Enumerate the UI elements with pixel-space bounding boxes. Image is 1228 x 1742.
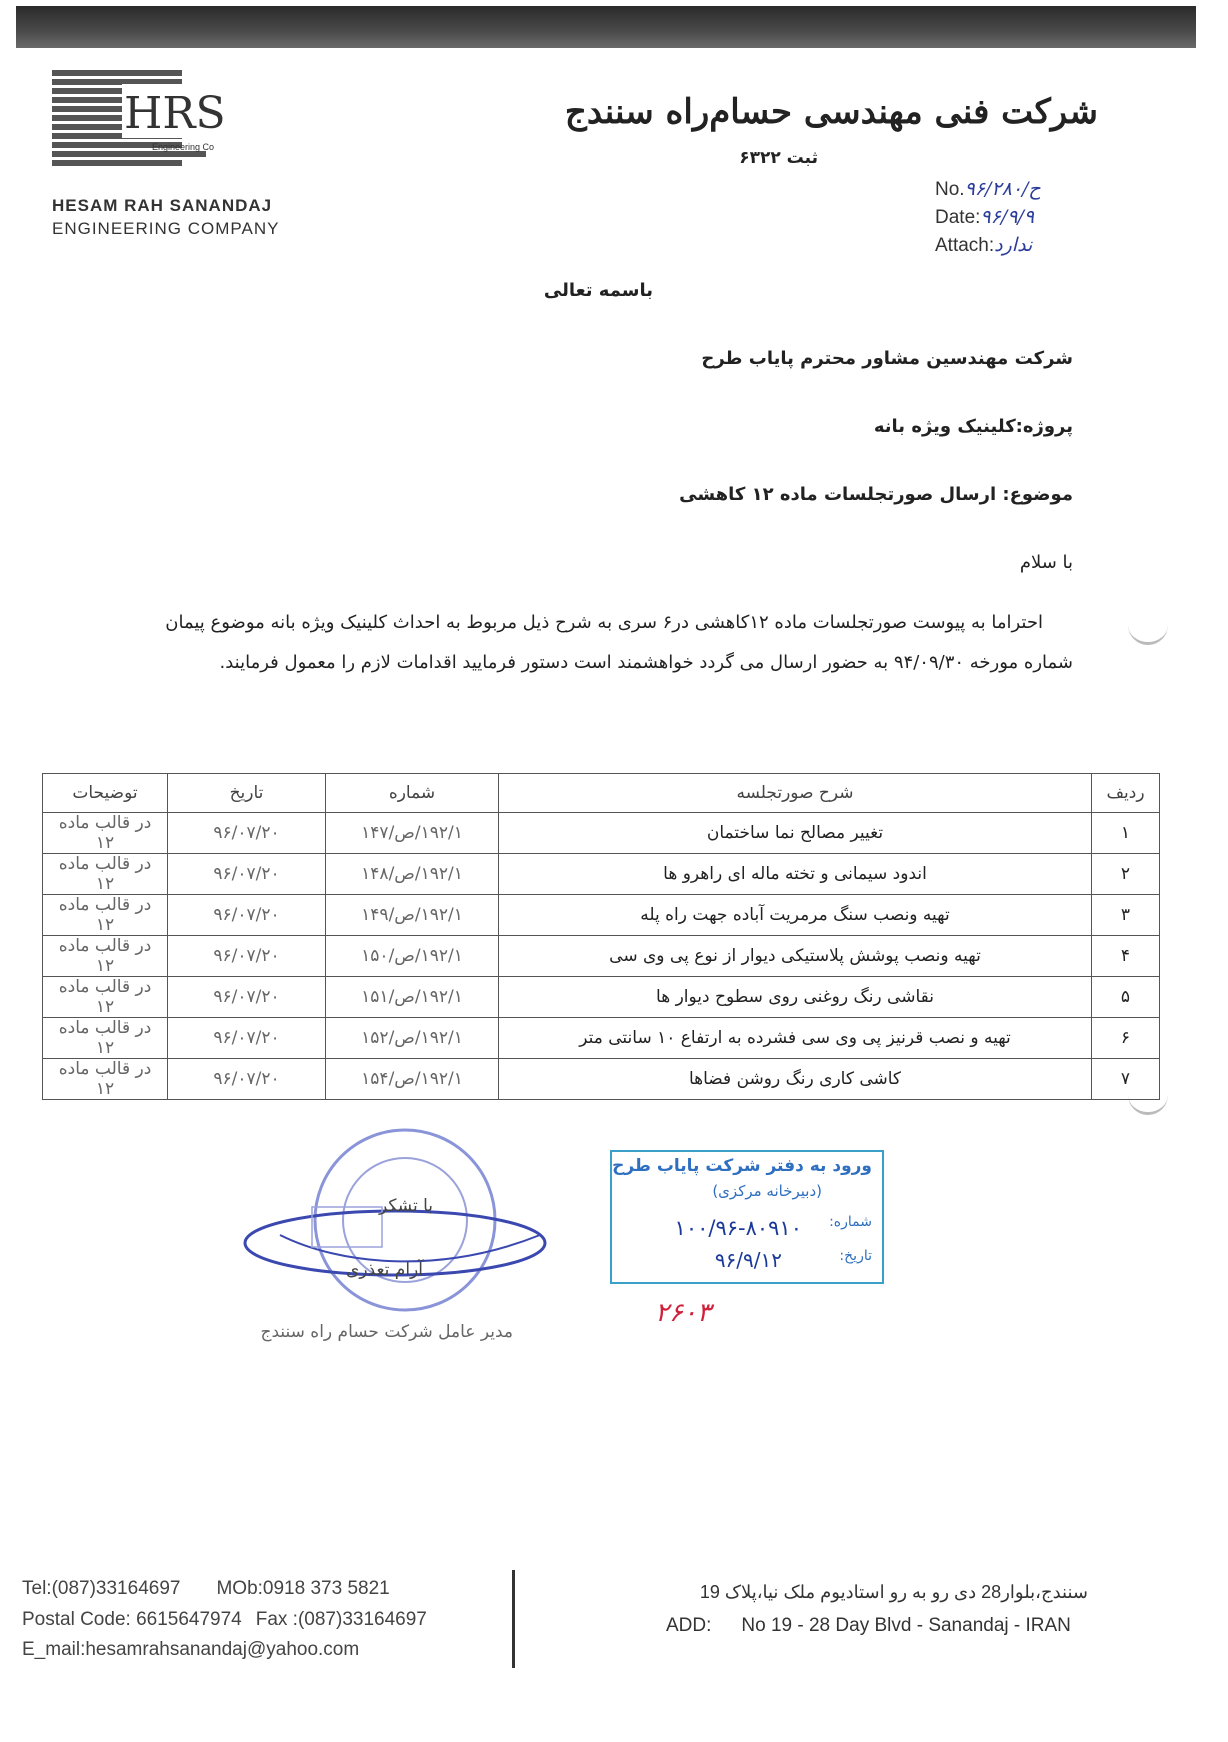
row-date: ۹۶/۰۷/۲۰ [168, 895, 326, 936]
row-description: کاشی کاری رنگ روشن فضاها [499, 1059, 1092, 1100]
row-number: ۱۹۲/۱/ص/۱۵۲ [326, 1018, 499, 1059]
row-date: ۹۶/۰۷/۲۰ [168, 813, 326, 854]
subject-line: موضوع: ارسال صورتجلسات ماده ۱۲ کاهشی [679, 484, 1073, 505]
received-stamp [610, 1150, 884, 1284]
row-index: ۲ [1092, 854, 1160, 895]
row-note: در قالب ماده ۱۲ [43, 1059, 168, 1100]
row-number: ۱۹۲/۱/ص/۱۵۰ [326, 936, 499, 977]
row-note: در قالب ماده ۱۲ [43, 936, 168, 977]
invocation: باسمه تعالی [543, 280, 653, 301]
footer-divider [512, 1570, 515, 1668]
row-index: ۴ [1092, 936, 1160, 977]
table-row [43, 813, 1160, 854]
footer-address-en: ADD: No 19 - 28 Day Blvd - Sanandaj - IRAN [666, 1615, 1071, 1636]
header-cell: ردیف [1092, 774, 1160, 813]
row-index: ۵ [1092, 977, 1160, 1018]
company-logo [52, 70, 226, 190]
row-description: تهیه و نصب قرنیز پی وی سی فشرده به ارتفاع ۱۰ سانتی متر [499, 1018, 1092, 1059]
header-cell: شرح صورتجلسه [499, 774, 1092, 813]
scan-top-bar [16, 6, 1196, 48]
header-cell: توضیحات [43, 774, 168, 813]
header-cell: تاریخ [168, 774, 326, 813]
signature-name: آرام تعذری [346, 1260, 423, 1280]
row-number: ۱۹۲/۱/ص/۱۴۹ [326, 895, 499, 936]
row-description: نقاشی رنگ روغنی روی سطوح دیوار ها [499, 977, 1092, 1018]
punch-hole-mark [1128, 618, 1168, 645]
signature-thanks: با تشکر [379, 1196, 433, 1216]
company-name-fa: شرکت فنی مهندسی حسام‌راه سنندج [564, 92, 1098, 132]
table-row [43, 854, 1160, 895]
stamp-date-label: تاریخ: [839, 1248, 872, 1264]
table-row [43, 977, 1160, 1018]
stamp-number-value: ۱۰۰/۹۶-۸۰۹۱۰ [674, 1216, 802, 1240]
row-description: تهیه ونصب سنگ مرمریت آباده جهت راه پله [499, 895, 1092, 936]
letter-number: No.۹۶/ح/۲۸۰ [935, 178, 1041, 200]
stamp-subtitle: (دبیرخانه مرکزی) [712, 1182, 822, 1200]
row-number: ۱۹۲/۱/ص/۱۴۷ [326, 813, 499, 854]
header-cell: شماره [326, 774, 499, 813]
body-line-2: شماره مورخه ۹۴/۰۹/۳۰ به حضور ارسال می گردد خواهشمند است دستور فرمایید اقدامات لازم را معمول فرمایند. [219, 652, 1073, 673]
greeting: با سلام [1019, 552, 1073, 573]
table-row [43, 936, 1160, 977]
footer-postal-fax: Postal Code: 6615647974 Fax :(087)33164697 [22, 1609, 427, 1630]
table-row [43, 1018, 1160, 1059]
row-note: در قالب ماده ۱۲ [43, 895, 168, 936]
row-number: ۱۹۲/۱/ص/۱۴۸ [326, 854, 499, 895]
row-index: ۶ [1092, 1018, 1160, 1059]
letter-attach: Attach:ندارد [935, 234, 1033, 256]
row-date: ۹۶/۰۷/۲۰ [168, 977, 326, 1018]
row-note: در قالب ماده ۱۲ [43, 1018, 168, 1059]
row-index: ۳ [1092, 895, 1160, 936]
table-header-row [43, 774, 1160, 813]
row-note: در قالب ماده ۱۲ [43, 854, 168, 895]
signature-title: مدیر عامل شرکت حسام راه سنندج [260, 1322, 513, 1342]
row-number: ۱۹۲/۱/ص/۱۵۴ [326, 1059, 499, 1100]
row-date: ۹۶/۰۷/۲۰ [168, 1059, 326, 1100]
table-row [43, 1059, 1160, 1100]
row-date: ۹۶/۰۷/۲۰ [168, 936, 326, 977]
svg-text:Engineering Co: Engineering Co [152, 142, 215, 152]
footer-email: E_mail:hesamrahsanandaj@yahoo.com [22, 1639, 360, 1660]
stamp-date-value: ۹۶/۹/۱۲ [714, 1248, 782, 1272]
row-index: ۷ [1092, 1059, 1160, 1100]
svg-text:HRS: HRS [124, 88, 226, 139]
footer-tel-mobile: Tel:(087)33164697 MOb:0918 373 5821 [22, 1578, 390, 1599]
row-note: در قالب ماده ۱۲ [43, 813, 168, 854]
row-note: در قالب ماده ۱۲ [43, 977, 168, 1018]
row-description: تهیه ونصب پوشش پلاستیکی دیوار از نوع پی وی سی [499, 936, 1092, 977]
company-name-en-line1: HESAM RAH SANANDAJ [52, 196, 273, 215]
row-number: ۱۹۲/۱/ص/۱۵۱ [326, 977, 499, 1018]
footer-address-fa: سنندج،بلوار28 دی رو به رو استادیوم ملک نیا،پلاک 19 [699, 1582, 1088, 1602]
project-line: پروژه:کلینیک ویژه بانه [873, 416, 1073, 437]
row-index: ۱ [1092, 813, 1160, 854]
letter-date: Date:۹۶/۹/۹ [935, 206, 1035, 228]
row-date: ۹۶/۰۷/۲۰ [168, 1018, 326, 1059]
registration-number: ثبت ۶۳۲۲ [739, 148, 818, 168]
recipient: شرکت مهندسین مشاور محترم پایاب طرح [701, 348, 1073, 369]
body-line-1: احتراما به پیوست صورتجلسات ماده ۱۲کاهشی در۶ سری به شرح ذیل مربوط به احداث کلینیک ویژه بانه موضوع پیمان [165, 612, 1043, 633]
table-row [43, 895, 1160, 936]
stamp-title: ورود به دفتر شرکت پایاب طرح [612, 1156, 872, 1176]
red-handwritten-note: ۲۶۰۳ [655, 1298, 711, 1328]
company-seal [240, 1125, 560, 1325]
row-description: اندود سیمانی و تخته ماله ای راهرو ها [499, 854, 1092, 895]
stamp-number-label: شماره: [829, 1214, 872, 1230]
minutes-table [42, 773, 1160, 1100]
company-name-en-line2: ENGINEERING COMPANY [52, 219, 280, 238]
row-date: ۹۶/۰۷/۲۰ [168, 854, 326, 895]
row-description: تغییر مصالح نما ساختمان [499, 813, 1092, 854]
